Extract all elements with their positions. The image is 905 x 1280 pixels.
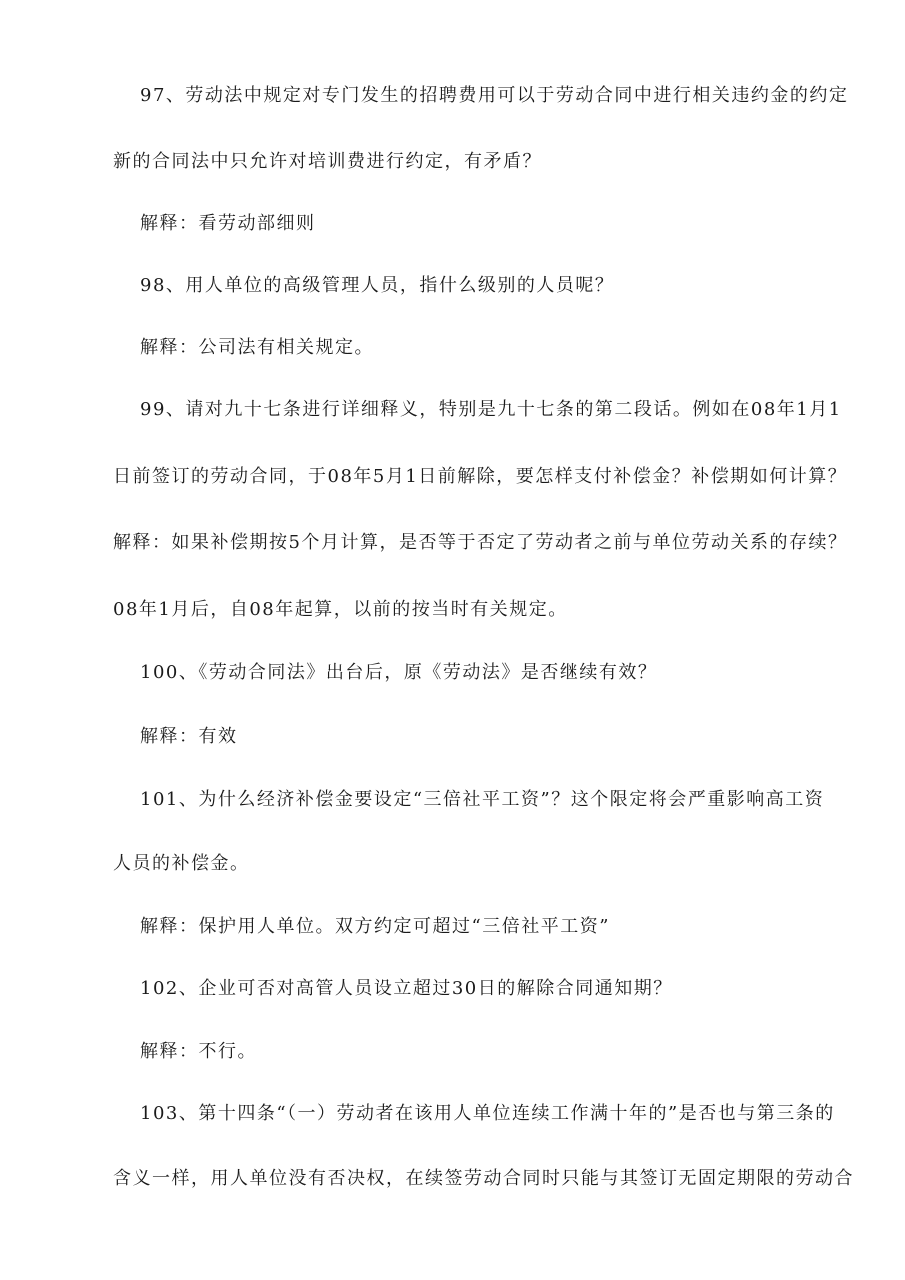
q101-line-2: 人员的补偿金。 bbox=[113, 853, 250, 874]
q98-answer: 解释：公司法有相关规定。 bbox=[140, 337, 374, 358]
q100-question: 100、《劳动合同法》出台后，原《劳动法》是否继续有效？ bbox=[140, 662, 658, 683]
q99-line-1: 99、请对九十七条进行详细释义，特别是九十七条的第二段话。例如在08年1月1 bbox=[140, 399, 842, 420]
q101-line-1: 101、为什么经济补偿金要设定“三倍社平工资”？这个限定将会严重影响高工资 bbox=[140, 789, 825, 810]
q98-question: 98、用人单位的高级管理人员，指什么级别的人员呢？ bbox=[140, 275, 615, 296]
q102-answer: 解释：不行。 bbox=[140, 1041, 257, 1062]
q97-answer: 解释：看劳动部细则 bbox=[140, 213, 316, 234]
q100-answer: 解释：有效 bbox=[140, 726, 238, 747]
q99-answer-line-1: 解释：如果补偿期按5个月计算，是否等于否定了劳动者之前与单位劳动关系的存续？ bbox=[113, 532, 848, 553]
q103-line-1: 103、第十四条“（一）劳动者在该用人单位连续工作满十年的”是否也与第三条的 bbox=[140, 1103, 835, 1124]
q102-question: 102、企业可否对高管人员设立超过30日的解除合同通知期？ bbox=[140, 978, 673, 999]
q99-line-2: 日前签订的劳动合同，于08年5月1日前解除，要怎样支付补偿金？补偿期如何计算？ bbox=[113, 466, 848, 487]
q97-line-2: 新的合同法中只允许对培训费进行约定，有矛盾？ bbox=[113, 151, 542, 172]
q103-line-2: 含义一样，用人单位没有否决权，在续签劳动合同时只能与其签订无固定期限的劳动合 bbox=[113, 1168, 854, 1189]
q101-answer: 解释：保护用人单位。双方约定可超过“三倍社平工资” bbox=[140, 916, 610, 937]
q97-line-1: 97、劳动法中规定对专门发生的招聘费用可以于劳动合同中进行相关违约金的约定 bbox=[140, 85, 849, 106]
q99-answer-line-2: 08年1月后，自08年起算，以前的按当时有关规定。 bbox=[113, 599, 568, 620]
